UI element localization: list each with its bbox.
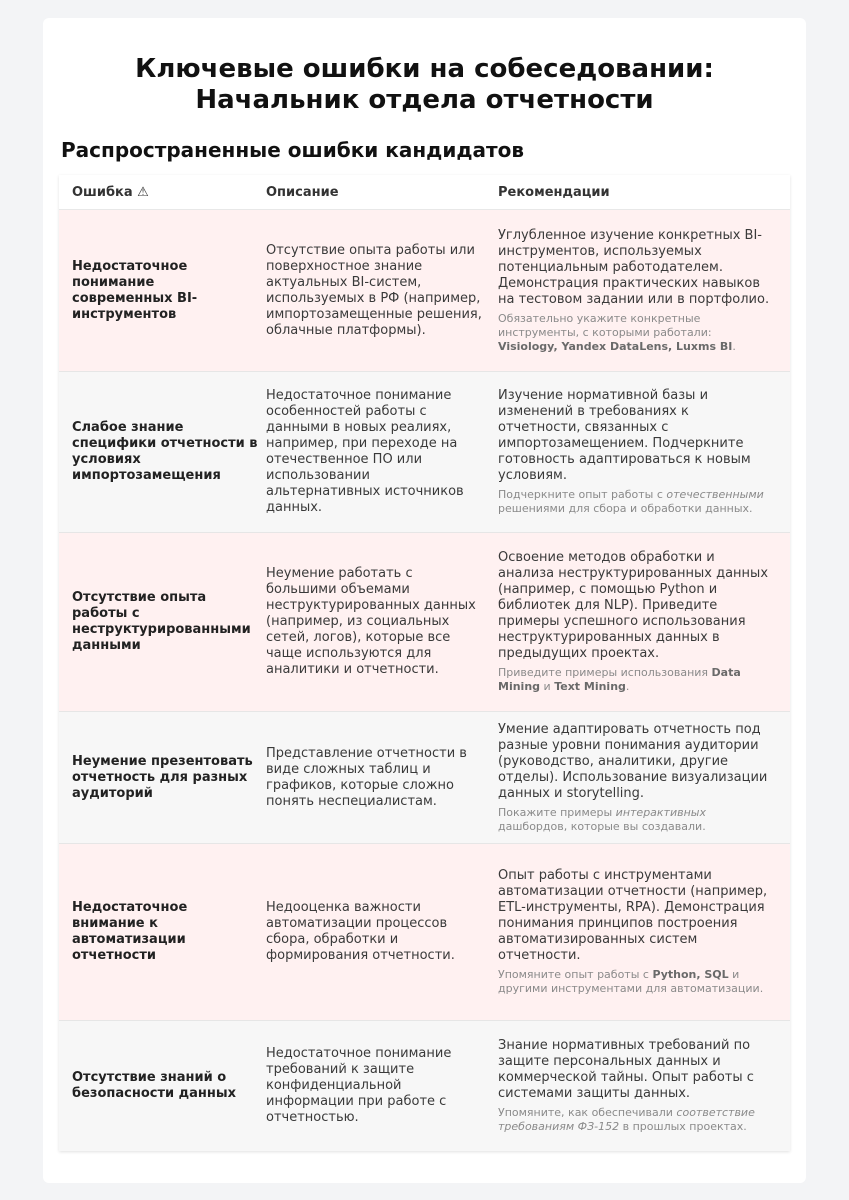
- header-description: Описание: [266, 184, 339, 200]
- content-card: [43, 18, 806, 1183]
- recommendation-note: Покажите примеры интерактивных дашбордов, которые вы создавали.: [498, 805, 706, 833]
- page-title: [43, 54, 806, 116]
- header-error: Ошибка ⚠: [72, 184, 149, 200]
- page-title-line-2: Начальник отдела отчетности: [195, 85, 654, 115]
- error-cell: Слабое знание специфики отчетности в условиях импортозамещения: [72, 420, 258, 483]
- table-row: [59, 844, 790, 1021]
- table-row: [59, 372, 790, 533]
- error-cell: Недостаточное понимание современных BI-инструментов: [72, 258, 198, 322]
- description-cell: Недостаточное понимание особенностей работы с данными в новых реалиях, например, при переходе на отечественное ПО или использовании альтернативных источников данных.: [266, 388, 464, 515]
- description-cell: Отсутствие опыта работы или поверхностное знание актуальных BI-систем, используемых в РФ (например, импортозамещенные решения, облачные платформы).: [266, 242, 482, 338]
- page-title-line-1: Ключевые ошибки на собеседовании:: [135, 54, 714, 84]
- recommendation-note: Упомяните опыт работы с Python, SQL и другими инструментами для автоматизации.: [498, 968, 764, 995]
- error-cell: Отсутствие опыта работы с неструктурированными данными: [72, 590, 251, 653]
- recommendation-note: Обязательно укажите конкретные инструменты, с которыми работали: Visiology, Yandex DataLens, Luxms BI.: [498, 311, 736, 353]
- table-row: [59, 210, 790, 372]
- header-recommendation: Рекомендации: [498, 184, 610, 200]
- recommendation-cell: Знание нормативных требований по защите персональных данных и коммерческой тайны. Опыт работы с системами защиты данных.: [498, 1038, 754, 1101]
- recommendation-cell: Углубленное изучение конкретных BI-инструментов, используемых потенциальным работодателем. Демонстрация практических навыков на тестовом задании или в портфолио.: [498, 227, 770, 307]
- recommendation-cell: Опыт работы с инструментами автоматизации отчетности (например, ETL-инструменты, RPA). Демонстрация понимания принципов построения автоматизированных систем отчетности.: [498, 868, 768, 963]
- recommendation-cell: Изучение нормативной базы и изменений в требованиях к отчетности, связанных с импортозамещением. Подчеркните готовность адаптироваться к новым условиям.: [498, 388, 751, 483]
- error-cell: Неумение презентовать отчетность для разных аудиторий: [72, 753, 253, 801]
- table-row: [59, 1021, 790, 1151]
- recommendation-cell: Освоение методов обработки и анализа неструктурированных данных (например, с помощью Python и библиотек для NLP). Приведите примеры успешного использования неструктурированных данных в предыдущих проектах.: [498, 550, 769, 661]
- table-header: [59, 175, 790, 210]
- description-cell: Недооценка важности автоматизации процессов сбора, обработки и формирования отчетности.: [266, 900, 455, 963]
- table-row: [59, 533, 790, 712]
- description-cell: Недостаточное понимание требований к защите конфиденциальной информации при работе с отчетностью.: [266, 1046, 452, 1125]
- description-cell: Неумение работать с большими объемами неструктурированных данных (например, из социальных сетей, логов), которые все чаще используются для аналитики и отчетности.: [266, 566, 476, 677]
- error-cell: Недостаточное внимание к автоматизации отчетности: [72, 900, 188, 963]
- recommendation-note: Приведите примеры использования Data Mining и Text Mining.: [498, 666, 741, 693]
- recommendation-note: Упомяните, как обеспечивали соответствие требованиям ФЗ-152 в прошлых проектах.: [498, 1106, 755, 1133]
- recommendation-cell: Умение адаптировать отчетность под разные уровни понимания аудитории (руководство, аналитики, другие отделы). Использование визуализации данных и storytelling.: [498, 721, 768, 801]
- mistakes-table: [59, 175, 790, 1151]
- table-row: [59, 712, 790, 844]
- description-cell: Представление отчетности в виде сложных таблиц и графиков, которые сложно понять неспециалистам.: [266, 745, 467, 809]
- error-cell: Отсутствие знаний о безопасности данных: [72, 1070, 237, 1101]
- section-title: Распространенные ошибки кандидатов: [61, 138, 524, 162]
- recommendation-note: Подчеркните опыт работы с отечественными решениями для сбора и обработки данных.: [498, 488, 764, 515]
